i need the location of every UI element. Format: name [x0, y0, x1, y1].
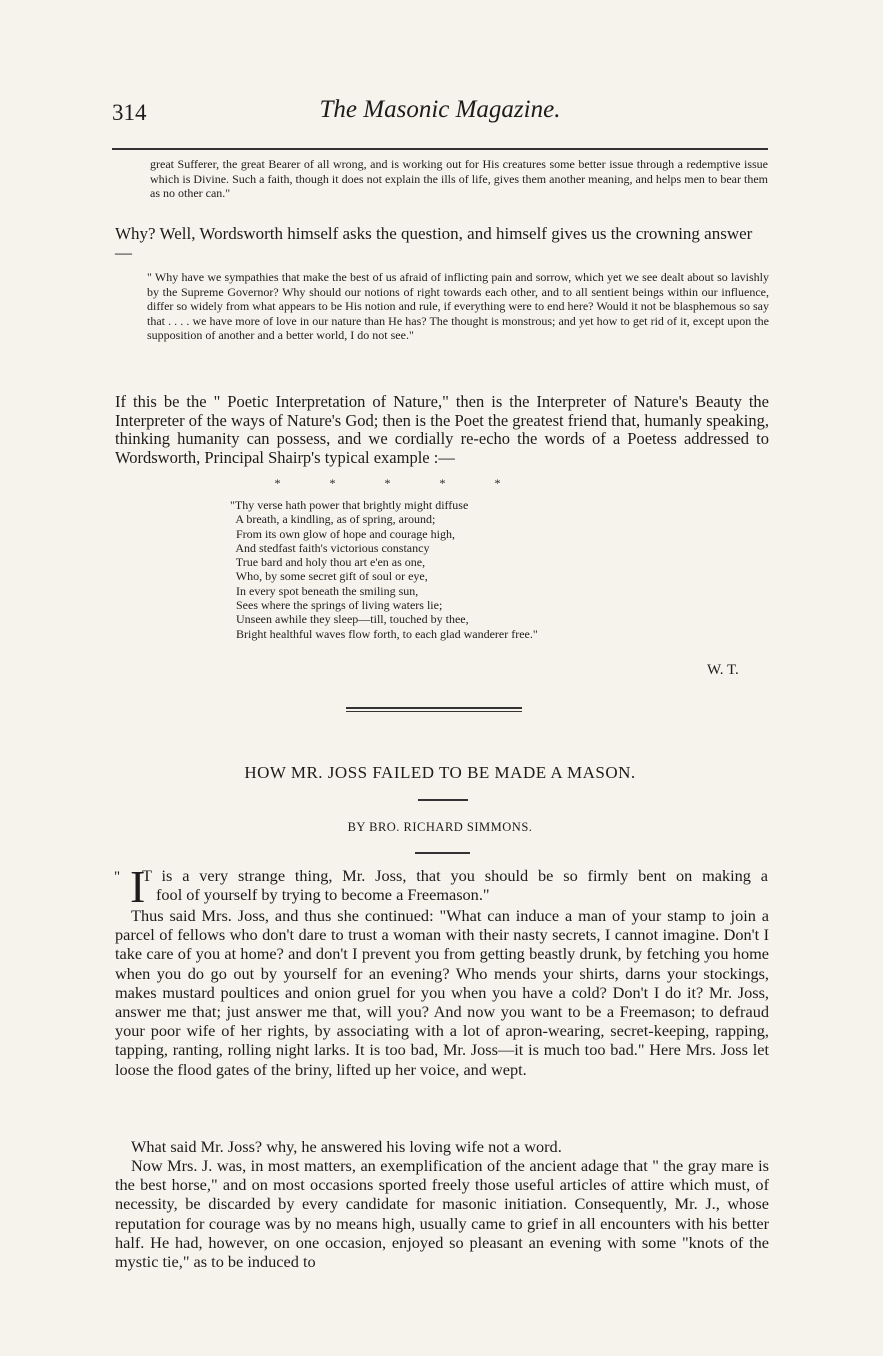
paragraph-why: Why? Well, Wordsworth himself asks the question, and himself gives us the crowning answer— [115, 224, 753, 262]
opening-quote-mark: " [114, 869, 121, 885]
page-number: 314 [112, 100, 147, 125]
title-rule [418, 799, 468, 801]
section-divider-thick [346, 707, 522, 709]
byline-rule [415, 852, 470, 854]
author-signature: W. T. [707, 662, 739, 678]
paragraph-poetic-interpretation: If this be the " Poetic Interpretation of Nature," then is the Interpreter of Nature's Beauty the Interpreter of the ways of Nature's God; then is the Poet the greatest friend that, humanly speaking, thinking humanity can possess, and we cordially re-echo the words of a Poetess addressed to Wordsworth, Principal Shairp's typical example :— [115, 392, 769, 467]
drop-cap: I [130, 861, 146, 912]
running-title: The Masonic Magazine. [319, 96, 561, 123]
asterism-star: * [439, 476, 446, 490]
article-title: HOW MR. JOSS FAILED TO BE MADE A MASON. [244, 763, 636, 782]
opening-line-1: T is a very strange thing, Mr. Joss, that you should be so firmly bent on making a [142, 866, 768, 885]
block-quote-wordsworth: " Why have we sympathies that make the best of us afraid of inflicting pain and sorrow, which yet we see dealt about so lavishly by the Supreme Governor? Why should our notions of right towards each other, and to all sentient beings within our influence, differ so widely from what appears to be His notion and rule, if everything were to end here? Would it not be blasphemous so say that . . . . we have more of love in our nature than He has? The thought is monstrous; and yet how to get rid of it, except upon the supposition of another and a better world, I do not see." [147, 270, 769, 343]
paragraph-what-said: What said Mr. Joss? why, he answered his loving wife not a word. [131, 1137, 562, 1156]
article-byline: BY BRO. RICHARD SIMMONS. [347, 820, 533, 834]
asterism-star: * [494, 476, 501, 490]
opening-line-2: fool of yourself by trying to become a Freemason." [156, 885, 490, 904]
asterism-star: * [329, 476, 336, 490]
poem: "Thy verse hath power that brightly might diffuse A breath, a kindling, as of spring, around; From its own glow of hope and courage high, And stedfast faith's victorious constancy True bard and holy thou art e'en as one, Who, by some secret gift of soul or eye, In every spot beneath the smiling sun, Sees where the springs of living waters lie; Unseen awhile they sleep—till, touched by thee, Bright healthful waves flow forth, to each glad wanderer free." [230, 498, 538, 641]
paragraph-thus-said: Thus said Mrs. Joss, and thus she continued: "What can induce a man of your stamp to join a parcel of fellows who don't dare to trust a woman with their nasty secrets, I cannot imagine. Don't I take care of you at home? and don't I prevent you from getting beastly drunk, by fetching you home when you do go out by yourself for an evening? Who mends your shirts, darns your stockings, makes mustard poultices and onion gruel for you when you have a cold? Don't I do it? Mr. Joss, answer me that; just answer me that, will you? And now you want to be a Freemason; to defraud your poor wife of her rights, by associating with a lot of apron-wearing, secret-keeping, rapping, tapping, ranting, rolling night larks. It is too bad, Mr. Joss—it is much too bad." Here Mrs. Joss let loose the flood gates of the briny, lifted up her voice, and wept. [115, 906, 769, 1079]
block-quote-faith: great Sufferer, the great Bearer of all wrong, and is working out for His creatures some better issue through a redemptive issue which is Divine. Such a faith, though it does not explain the ills of life, gives them another meaning, and helps men to bear them as no other can." [150, 157, 768, 201]
page-header [112, 96, 768, 132]
asterism-star: * [274, 476, 281, 490]
paragraph-now-mrs-j: Now Mrs. J. was, in most matters, an exemplification of the ancient adage that " the gray mare is the best horse," and on most occasions sported freely those useful articles of attire which must, of necessity, be discarded by every candidate for masonic initiation. Consequently, Mr. J., whose reputation for courage was by no means high, usually came to grief in all encounters with his better half. He had, however, on one occasion, enjoyed so pleasant an evening with some "knots of the mystic tie," as to be induced to [115, 1156, 769, 1272]
asterism-star: * [384, 476, 391, 490]
section-divider-thin [346, 711, 522, 712]
header-rule [112, 148, 768, 150]
asterism [250, 476, 550, 491]
